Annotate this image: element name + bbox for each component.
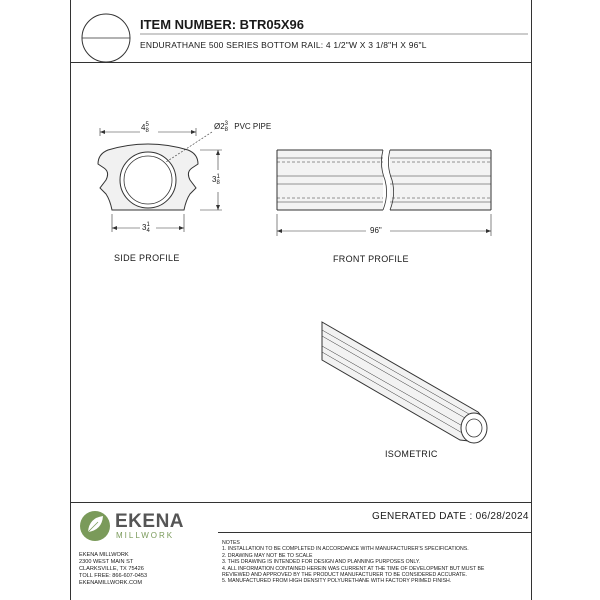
length-dimension: 96": [370, 226, 382, 235]
logo-wordmark: EKENA: [115, 511, 185, 532]
notes-title: NOTES: [222, 540, 240, 546]
front-profile-label: FRONT PROFILE: [333, 254, 409, 264]
pipe-diameter-dimension: Ø23 8 PVC PIPE: [214, 121, 272, 133]
company-address: EKENA MILLWORK 2300 WEST MAIN ST CLARKSVILLE, TX 75426 TOLL FREE: 866-607-0453 EKENAMILLWORK.COM: [79, 552, 148, 586]
pipe-label: PVC PIPE: [234, 122, 272, 132]
item-number-title: ITEM NUMBER: BTR05X96: [140, 17, 304, 32]
generated-date: GENERATED DATE : 06/28/2024: [372, 511, 529, 522]
isometric-label: ISOMETRIC: [385, 449, 438, 459]
width-top-dimension: 45 8: [141, 122, 149, 134]
notes-block: NOTES 1. INSTALLATION TO BE COMPLETED IN ACCORDANCE WITH MANUFACTURER'S SPECIFICATIONS. 2. DRAWING MAY NOT BE TO SCALE 3. THIS DRAWING IS INTENDED FOR DESIGN AND PLANNING PURPOSES ONLY. 4. ALL INFORMATION CONTAINED HEREIN WAS CURRENT AT THE TIME OF DEVELOPMENT BUT MUST BE REVIEWED AND APPROVED BY THE PRODUCT MANUFACTURER TO BE CONSIDERED ACCURATE. 5. MANUFACTURED FROM HIGH DENSITY POLYURETHANE WITH FACTORY PRIMED FINISH.: [222, 540, 485, 585]
product-description: ENDURATHANE 500 SERIES BOTTOM RAIL: 4 1/2"W X 3 1/8"H X 96"L: [140, 40, 427, 50]
height-dimension: 31 8: [212, 174, 220, 186]
width-bottom-dimension: 31 4: [142, 222, 150, 234]
logo-subtitle: MILLWORK: [116, 531, 175, 540]
side-profile-label: SIDE PROFILE: [114, 253, 180, 263]
